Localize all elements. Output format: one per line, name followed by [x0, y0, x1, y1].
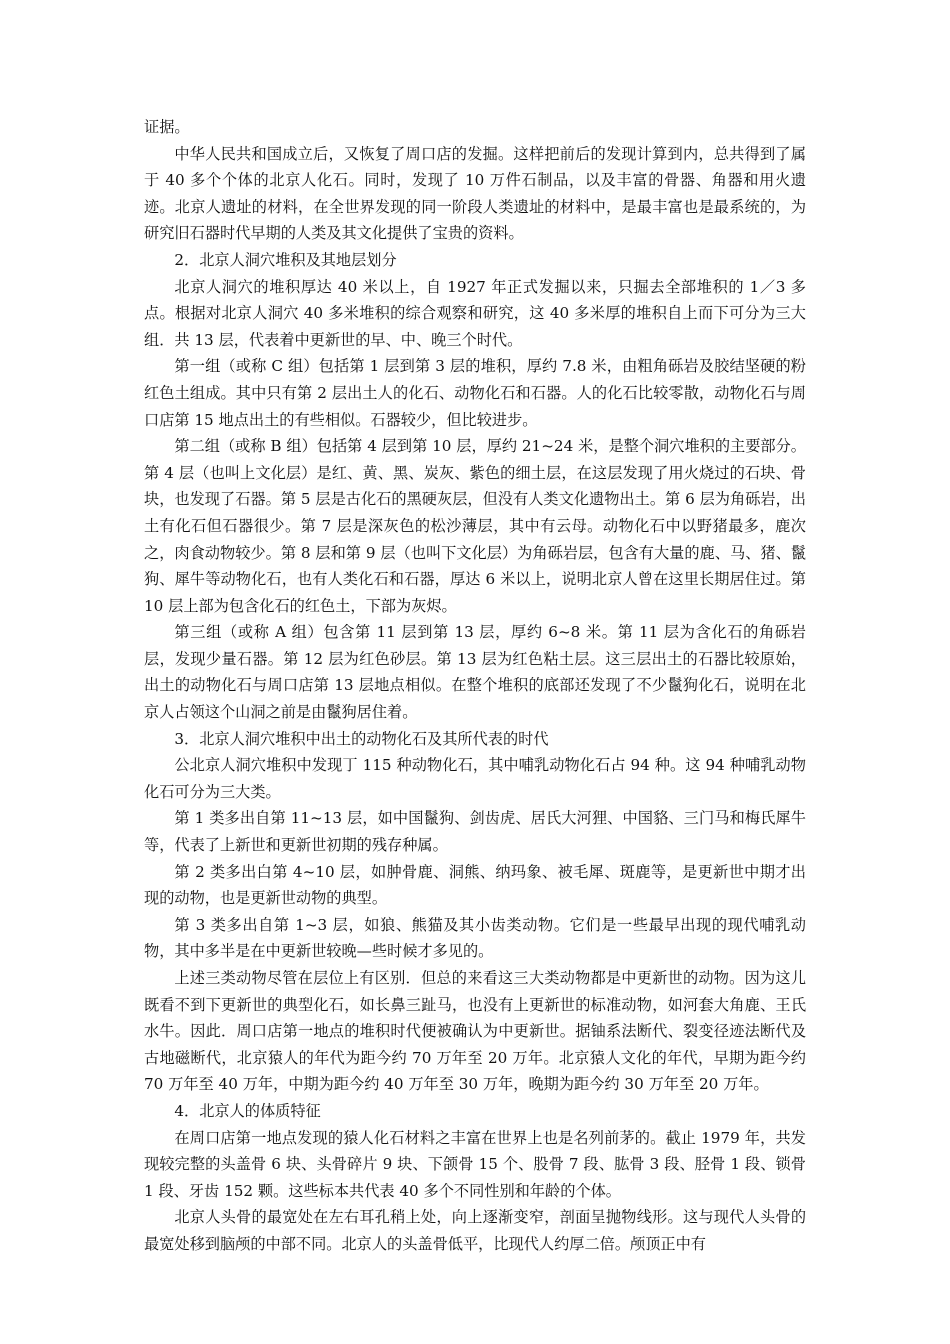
paragraph: 第 1 类多出自第 11~13 层，如中国鬣狗、剑齿虎、居氏大河狸、中国貉、三门马和梅氏犀牛等，代表了上新世和更新世初期的残存种属。 [144, 809, 806, 855]
paragraph: 第 2 类多出白第 4~10 层，如肿骨鹿、洞熊、纳玛象、被毛犀、斑鹿等，是更新世中期才出现的动物，也是更新世动物的典型。 [144, 862, 806, 908]
paragraph: 第二组（或称 B 组）包括第 4 层到第 10 层，厚约 21~24 米，是整个洞穴堆积的主要部分。第 4 层（也叫上文化层）是红、黄、黑、炭灰、紫色的细土层，在这层发现了用火烧过的石块、骨块，也发现了石器。第 5 层是古化石的黑硬灰层，但没有人类文化遗物出土。第 6 层为角砾岩，出土有化石但石器很少。第 7 层是深灰色的松沙薄层，其中有云母。动物化石中以野猪最多，鹿次之，肉食动物较少。第 8 层和第 9 层（也叫下文化层）为角砾岩层，包含有大量的鹿、马、猪、鬣狗、犀牛等动物化石，也有人类化石和石器，厚达 6 米以上，说明北京人曾在这里长期居住过。第 10 层上部为包含化石的红色土，下部为灰烬。 [144, 437, 806, 615]
paragraph: 中华人民共和国成立后，又恢复了周口店的发掘。这样把前后的发现计算到内，总共得到了属于 40 多个个体的北京人化石。同时，发现了 10 万件石制品，以及丰富的骨器、角器和用火遗迹。北京人遗址的材料，在全世界发现的同一阶段人类遗址的材料中，是最丰富也是最系统的，为研究旧石器时代早期的人类及其文化提供了宝贵的资料。 [144, 144, 806, 243]
paragraph: 北京人头骨的最宽处在左右耳孔稍上处，向上逐渐变窄，剖面呈抛物线形。这与现代人头骨的最宽处移到脑颅的中部不同。北京人的头盖骨低平，比现代人约厚二倍。颅顶正中有 [144, 1208, 806, 1253]
paragraph: 在周口店第一地点发现的猿人化石材料之丰富在世界上也是名列前茅的。截止 1979 年，共发现较完整的头盖骨 6 块、头骨碎片 9 块、下颌骨 15 个、股骨 7 段、肱骨 3 段、胫骨 1 段、锁骨 1 段、牙齿 152 颗。这些标本共代表 40 多个不同性别和年龄的个体。 [144, 1128, 806, 1200]
paragraph: 上述三类动物尽管在层位上有区别．但总的来看这三大类动物都是中更新世的动物。因为这儿既看不到下更新世的典型化石，如长鼻三趾马，也没有上更新世的标准动物，如河套大角鹿、王氏水牛。因此．周口店第一地点的堆积时代便被确认为中更新世。据铀系法断代、裂变径迹法断代及古地磁断代，北京猿人的年代为距今约 70 万年至 20 万年。北京猿人文化的年代，早期为距今约 70 万年至 40 万年，中期为距今约 40 万年至 30 万年，晚期为距今约 30 万年至 20 万年。 [144, 969, 806, 1094]
document-body [144, 114, 806, 1258]
paragraph-continuation: 证据。 [144, 118, 190, 136]
paragraph: 第三组（或称 A 组）包含第 11 层到第 13 层，厚约 6~8 米。第 11 层为含化石的角砾岩层，发现少量石器。第 12 层为红色砂层。第 13 层为红色粘土层。这三层出土的石器比较原始，出土的动物化石与周口店第 13 层地点相似。在整个堆积的底部还发现了不少鬣狗化石，说明在北京人占领这个山洞之前是由鬣狗居住着。 [144, 623, 806, 722]
paragraph: 第一组（或称 C 组）包括第 1 层到第 3 层的堆积，厚约 7.8 米，由粗角砾岩及胶结坚硬的粉红色土组成。其中只有第 2 层出土人的化石、动物化石和石器。人的化石比较零散，动物化石与周口店第 15 地点出土的有些相似。石器较少，但比较进步。 [144, 357, 806, 429]
section-heading: 2．北京人洞穴堆积及其地层划分 [174, 250, 397, 269]
section-heading: 4．北京人的体质特征 [174, 1101, 321, 1120]
paragraph: 北京人洞穴的堆积厚达 40 米以上，自 1927 年正式发掘以来，只掘去全部堆积的 1／3 多点。根据对北京人洞穴 40 多米堆积的综合观察和研究，这 40 多米厚的堆积自上而下可分为三大组．共 13 层，代表着中更新世的早、中、晚三个时代。 [144, 277, 806, 349]
paragraph: 第 3 类多出自第 1~3 层，如狼、熊猫及其小齿类动物。它们是一些最早出现的现代哺乳动物，其中多半是在中更新世较晚—些时候才多见的。 [144, 915, 806, 961]
paragraph: 公北京人洞穴堆积中发现丁 115 种动物化石，其中哺乳动物化石占 94 种。这 94 种哺乳动物化石可分为三大类。 [144, 756, 806, 801]
section-heading: 3．北京人洞穴堆积中出土的动物化石及其所代表的时代 [174, 729, 549, 748]
